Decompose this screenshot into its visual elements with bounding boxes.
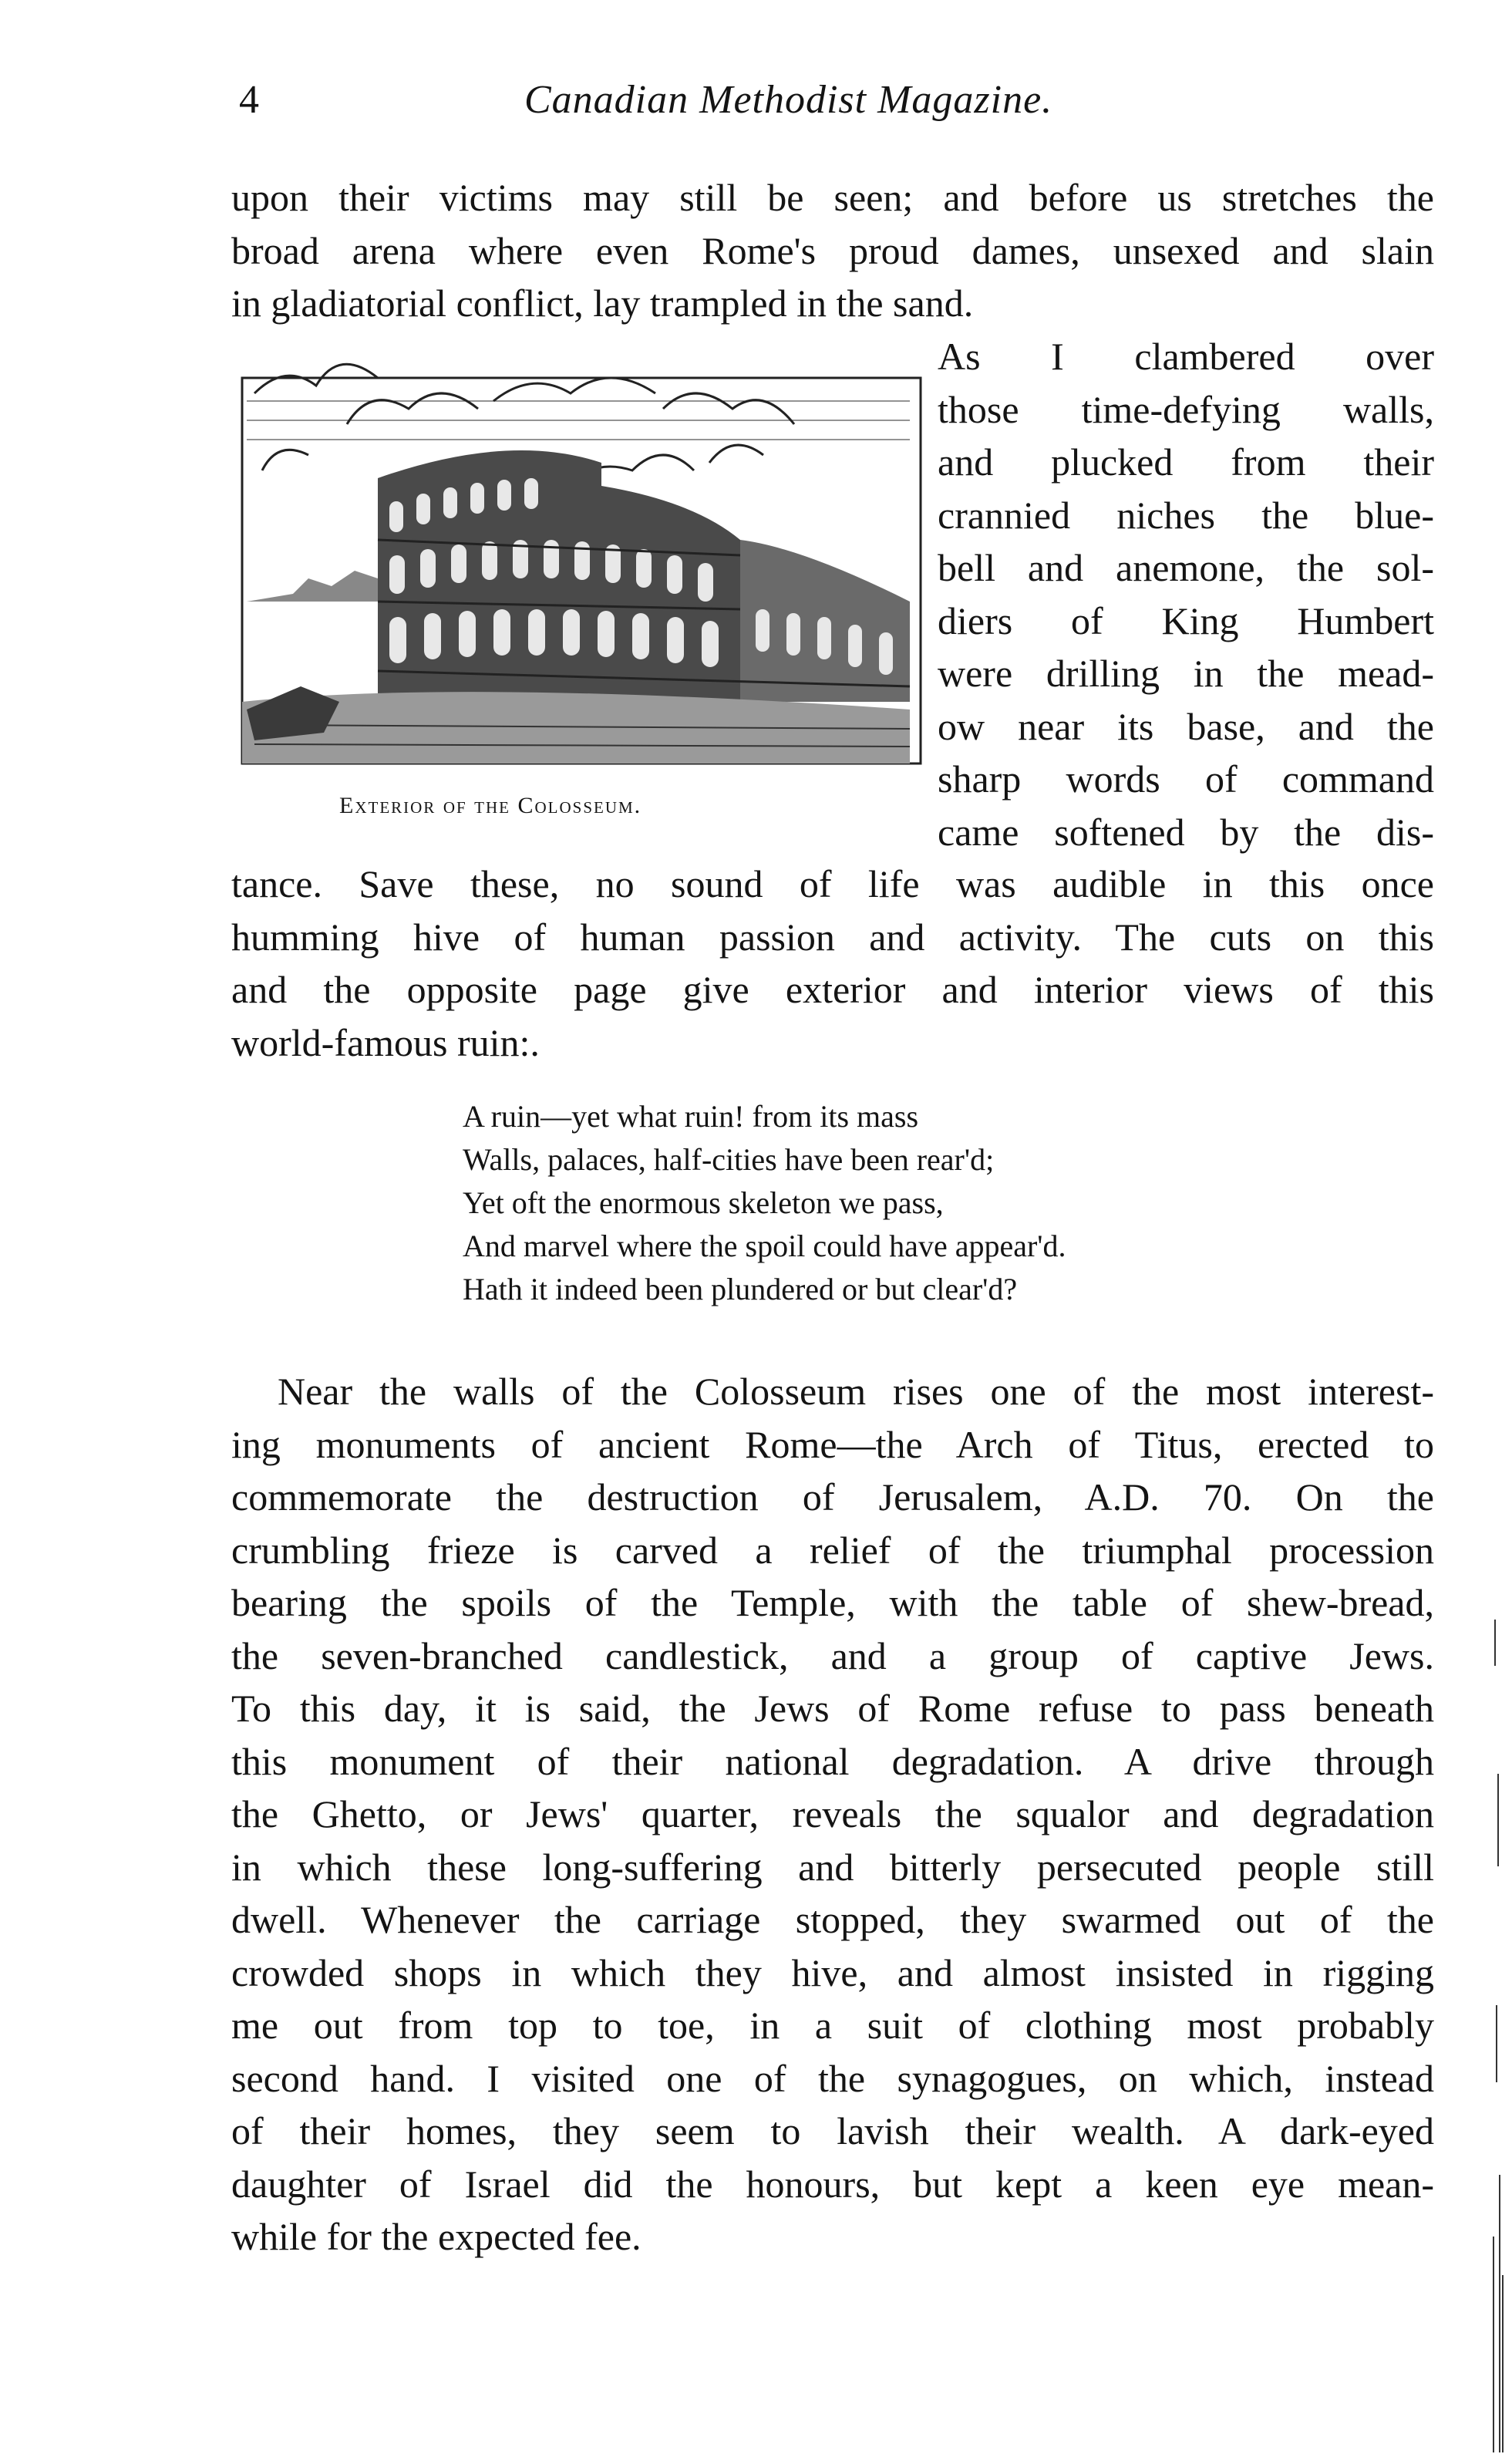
text-line: sharp words of command	[938, 757, 1434, 801]
running-title: Canadian Methodist Magazine.	[524, 78, 1053, 122]
text-line: this monument of their national degradation. A drive through	[231, 1739, 1434, 1783]
text-line: To this day, it is said, the Jews of Rome refuse to pass beneath	[231, 1687, 1434, 1730]
verse-line: Yet oft the enormous skeleton we pass,	[463, 1185, 944, 1220]
text-line: and the opposite page give exterior and interior views of this	[231, 968, 1434, 1011]
paragraph-after-figure	[231, 858, 1434, 1069]
text-line: upon their victims may still be seen; and before us stretches the	[231, 176, 1434, 219]
text-line: commemorate the destruction of Jerusalem, A.D. 70. On the	[231, 1475, 1434, 1519]
text-line: those time-defying walls,	[938, 387, 1434, 431]
text-line: in gladiatorial conflict, lay trampled in the sand.	[231, 281, 974, 325]
text-line: world-famous ruin:.	[231, 1020, 540, 1064]
text-line: dwell. Whenever the carriage stopped, they swarmed out of the	[231, 1898, 1434, 1941]
colosseum-illustration	[231, 347, 925, 841]
text-line: in which these long-suffering and bitterly persecuted people still	[231, 1845, 1434, 1889]
text-line: came softened by the dis-	[938, 810, 1434, 854]
figure-caption: Exterior of the Colosseum.	[339, 793, 642, 818]
page-number: 4	[239, 78, 259, 122]
text-line: me out from top to toe, in a suit of clothing most probably	[231, 2004, 1434, 2047]
scan-edge-noise-icon	[1481, 0, 1512, 2454]
text-line: ing monuments of ancient Rome—the Arch of Titus, erected to	[231, 1422, 1434, 1466]
text-line: while for the expected fee.	[231, 2215, 642, 2258]
text-line: crannied niches the blue-	[938, 493, 1434, 537]
text-line: and plucked from their	[938, 440, 1434, 484]
wrapped-column	[938, 330, 1434, 858]
page-header	[231, 77, 1434, 139]
text-line: Near the walls of the Colosseum rises one of the most interest-	[278, 1370, 1434, 1413]
paragraph-top	[231, 171, 1434, 330]
verse-line: A ruin—yet what ruin! from its mass	[463, 1099, 919, 1134]
text-line: crowded shops in which they hive, and almost insisted in rigging	[231, 1950, 1434, 1994]
colosseum-engraving-icon	[231, 347, 925, 779]
text-line: the Ghetto, or Jews' quarter, reveals the squalor and degradation	[231, 1792, 1434, 1835]
text-line: As I clambered over	[938, 335, 1434, 378]
text-line: tance. Save these, no sound of life was audible in this once	[231, 862, 1434, 905]
text-line: diers of King Humbert	[938, 598, 1434, 642]
text-line: humming hive of human passion and activity. The cuts on this	[231, 915, 1434, 959]
text-line: daughter of Israel did the honours, but kept a keen eye mean-	[231, 2162, 1434, 2206]
text-line: ow near its base, and the	[938, 704, 1434, 748]
text-line: were drilling in the mead-	[938, 652, 1434, 695]
text-line: broad arena where even Rome's proud dames, unsexed and slain	[231, 228, 1434, 272]
text-line: second hand. I visited one of the synagogues, on which, instead	[231, 2056, 1434, 2100]
verse-line: Walls, palaces, half-cities have been rear'd;	[463, 1142, 995, 1177]
verse-line: Hath it indeed been plundered or but clear'd?	[463, 1272, 1018, 1306]
text-line: bell and anemone, the sol-	[938, 546, 1434, 589]
text-line: the seven-branched candlestick, and a group of captive Jews.	[231, 1633, 1434, 1677]
text-line: crumbling frieze is carved a relief of the triumphal procession	[231, 1528, 1434, 1572]
paragraph-arch-of-titus	[231, 1365, 1434, 2264]
text-line: bearing the spoils of the Temple, with the table of shew-bread,	[231, 1581, 1434, 1624]
verse-quotation	[463, 1095, 1311, 1311]
verse-line: And marvel where the spoil could have appear'd.	[463, 1229, 1066, 1263]
text-line: of their homes, they seem to lavish their wealth. A dark-eyed	[231, 2109, 1434, 2152]
